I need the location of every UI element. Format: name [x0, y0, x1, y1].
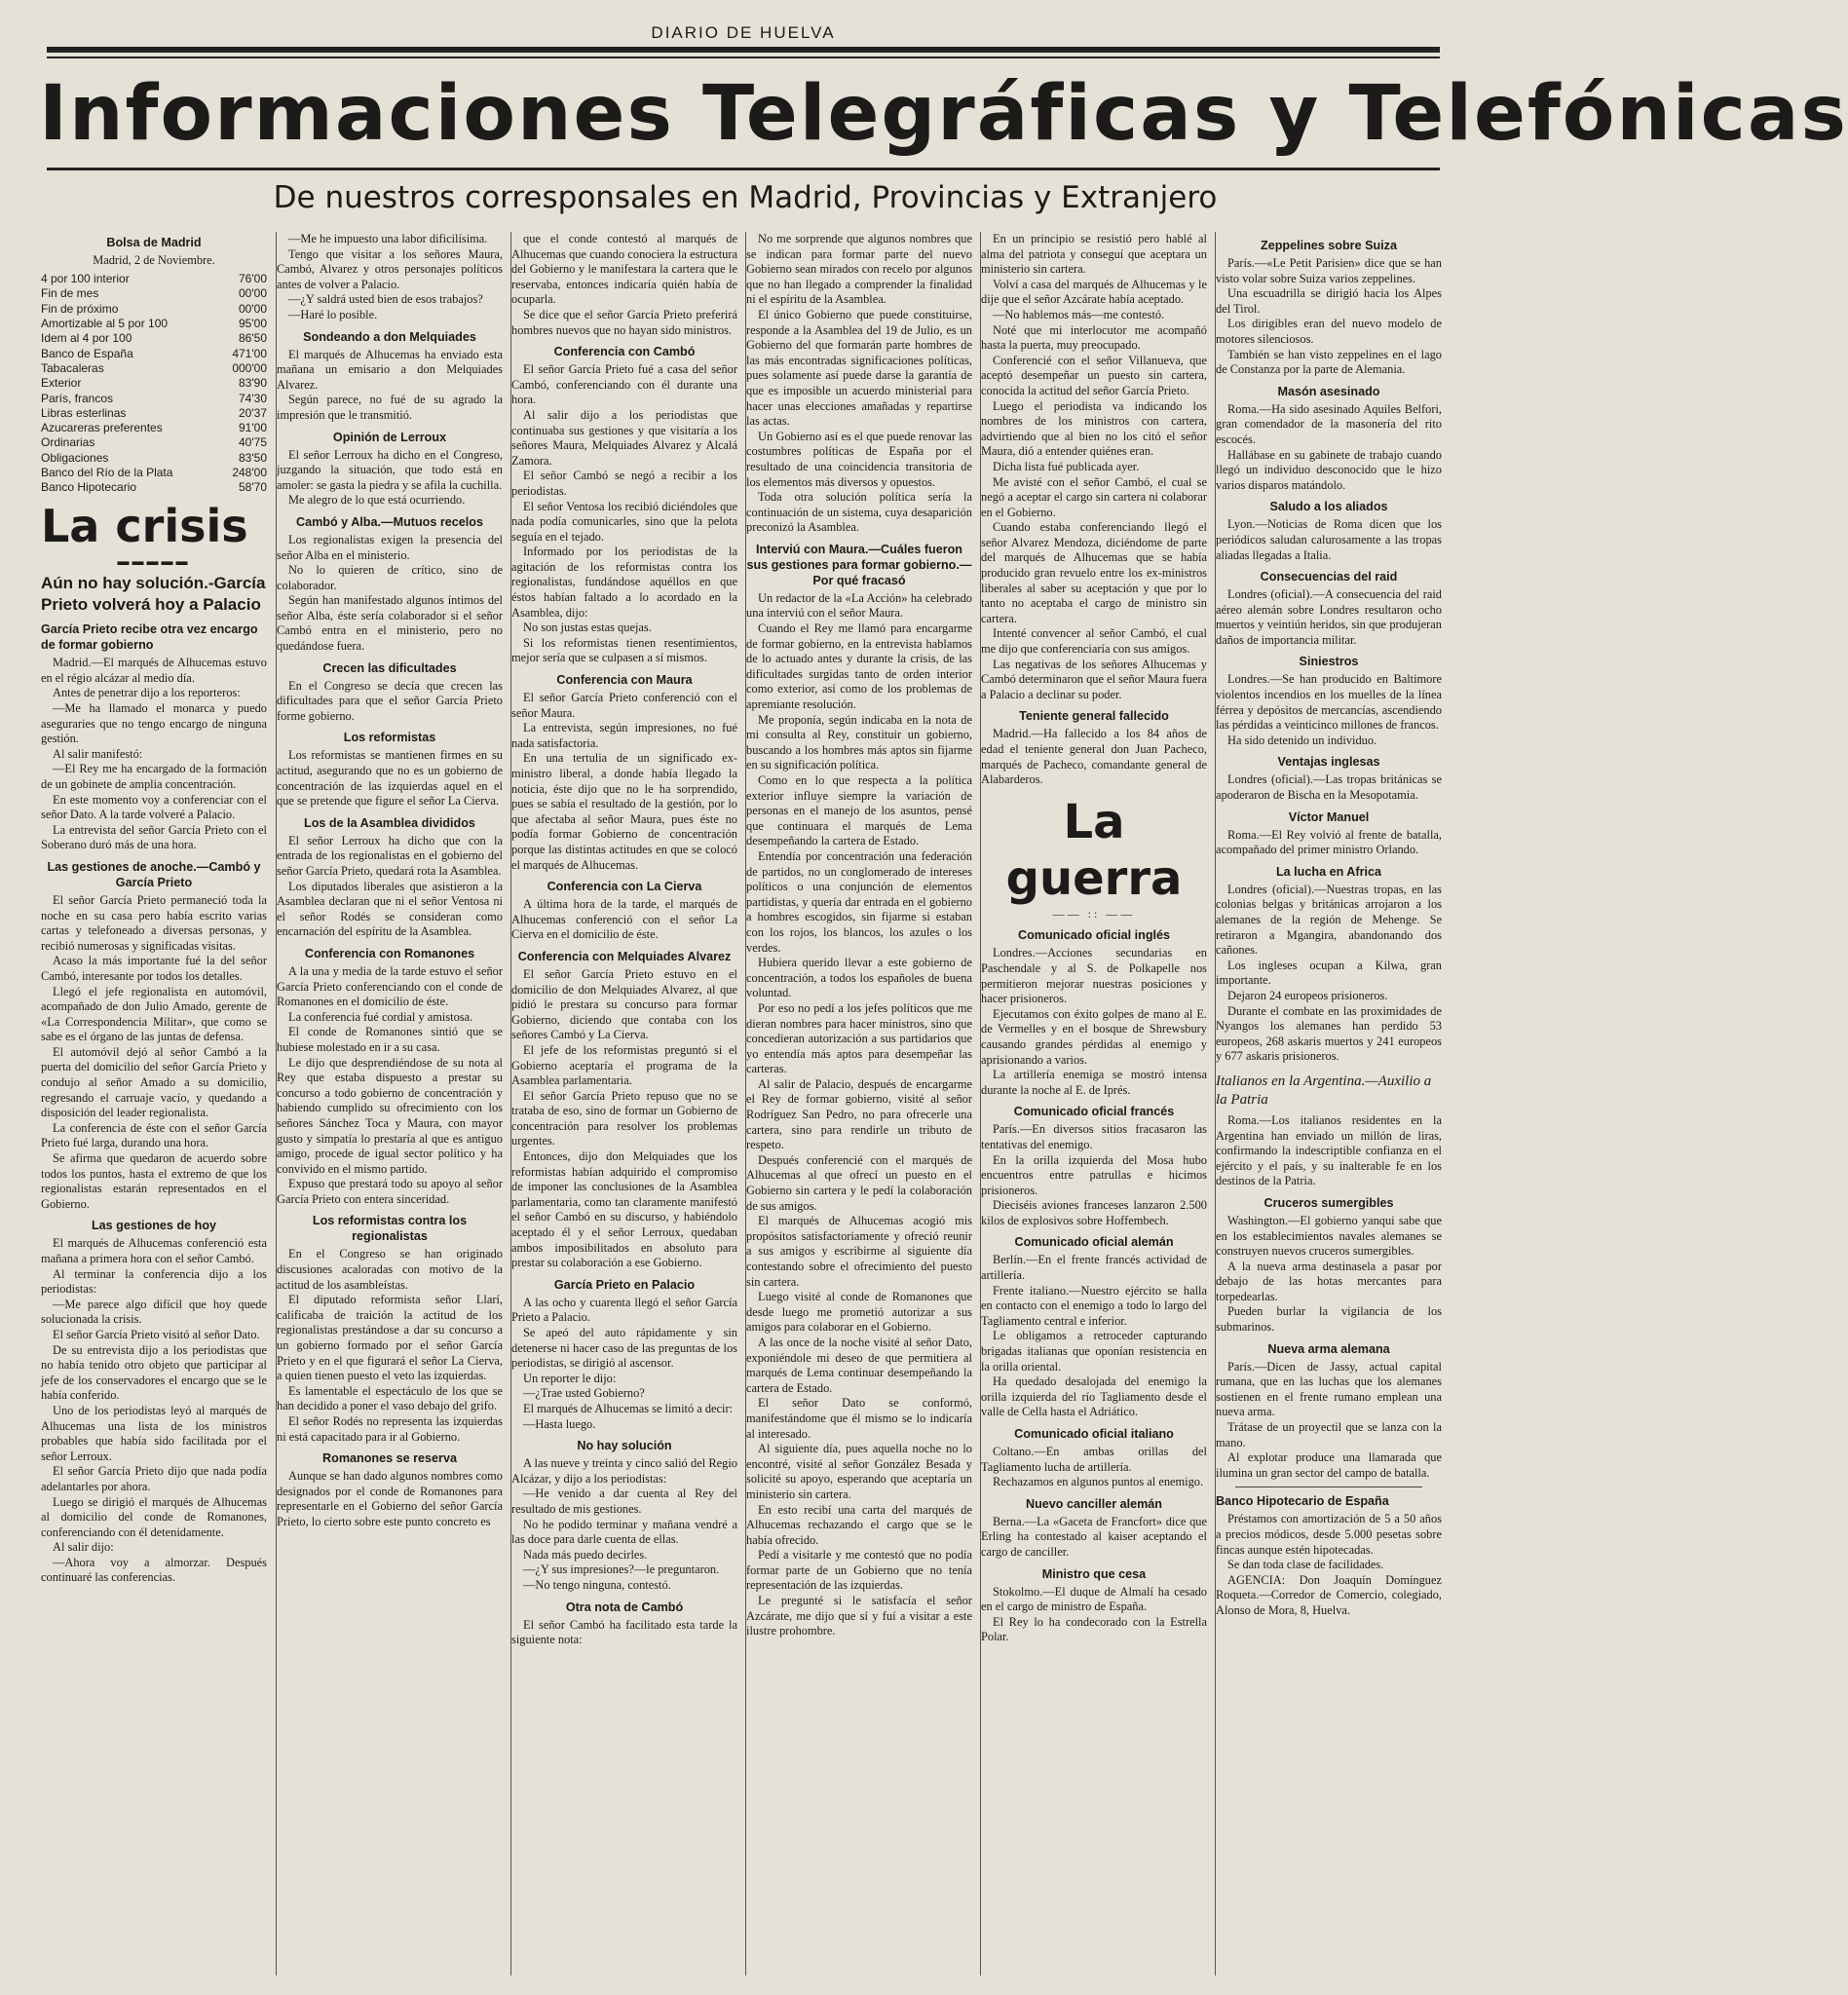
bolsa-label: Fin de mes	[41, 286, 99, 301]
section-heading: García Prieto recibe otra vez encargo de formar gobierno	[41, 622, 258, 653]
section-heading: Comunicado oficial italiano	[1014, 1427, 1174, 1441]
paragraph: El señor García Prieto estuvo en el domicilio de don Melquiades Alvarez, al que pidió le prestara su concurso para formar Gobierno, diciendo que contaba con los señores Cambó y La Cierva.	[511, 966, 737, 1042]
paragraph: El señor Cambó ha facilitado esta tarde la siguiente nota:	[511, 1617, 737, 1647]
paragraph: Le pregunté si le satisfacía el señor Azcárate, me dijo que sí y fuí a visitar a este ilustre prohombre.	[746, 1594, 972, 1638]
paragraph: En el Congreso se han originado discusiones acaloradas con motivo de la actitud de los asambleístas.	[277, 1247, 503, 1292]
paragraph: No he podido terminar y mañana vendré a las doce para darle cuenta de ellas.	[511, 1517, 737, 1547]
paragraph: A las nueve y treinta y cinco salió del Regio Alcázar, y dijo a los periodistas:	[511, 1456, 737, 1486]
paragraph: La artillería enemiga se mostró intensa durante la noche al E. de Iprés.	[981, 1068, 1207, 1097]
paragraph: A las ocho y cuarenta llegó el señor García Prieto a Palacio.	[511, 1295, 737, 1325]
crisis-subtitle: Aún no hay solución.-García Prieto volverá hoy a Palacio	[41, 574, 266, 615]
bolsa-row	[41, 286, 267, 301]
section-heading: Comunicado oficial francés	[1013, 1105, 1175, 1119]
paragraph: Al terminar la conferencia dijo a los periodistas:	[41, 1266, 267, 1297]
paragraph: Nada más puedo decirles.	[523, 1547, 648, 1562]
paragraph: La entrevista, según impresiones, no fué nada satisfactoria.	[511, 721, 737, 750]
paragraph: Se dice que el señor García Prieto preferirá hombres nuevos que no hayan sido ministros.	[511, 307, 737, 337]
paragraph: Roma.—Los italianos residentes en la Argentina han enviado un millón de liras, confirmando la indescriptible confianza en el ejército y el país, y su inalterable fe en los destinos de la Patria.	[1216, 1112, 1442, 1188]
paragraph: Se afirma que quedaron de acuerdo sobre todos los puntos, hasta el extremo de que los regionalistas estarán representados en el Gobierno.	[41, 1151, 267, 1211]
section-heading: Ministro que cesa	[1041, 1566, 1147, 1581]
paragraph: El señor Rodés no representa las izquierdas ni está capacitado para ir al Gobierno.	[277, 1414, 503, 1444]
paragraph: Coltano.—En ambas orillas del Tagliamento lucha de artillería.	[981, 1445, 1207, 1474]
bolsa-row	[41, 421, 267, 435]
paragraph: París.—En diversos sitios fracasaron las tentativas del enemigo.	[981, 1122, 1207, 1151]
section-heading: Los reformistas contra los regionalistas	[312, 1214, 468, 1244]
paragraph: Londres (oficial).—A consecuencia del raid aéreo alemán sobre Londres resultaron ocho muertos y veintiún heridos, sin que produjeran daños de importancia militar.	[1216, 587, 1442, 647]
bolsa-date: Madrid, 2 de Noviembre.	[93, 252, 215, 267]
section-heading: Opinión de Lerroux	[332, 430, 447, 444]
section-heading: Los reformistas	[343, 731, 436, 745]
paragraph: El marqués de Alhucemas acogió mis propósitos satisfactoriamente y ofreció reunir a sus amigos y escribirme al siguiente día contestando sobre el ofrecimiento del puesto sin cartera.	[746, 1214, 972, 1289]
paragraph: París.—Dicen de Jassy, actual capital rumana, que en las luchas que los alemanes sostienen en el frente rumano emplean una nueva arma.	[1216, 1359, 1442, 1419]
paragraph: —No tengo ninguna, contestó.	[523, 1577, 671, 1592]
masthead: DIARIO DE HUELVA	[651, 23, 836, 42]
paragraph: Dejaron 24 europeos prisioneros.	[1227, 988, 1388, 1002]
section-heading: Banco Hipotecario de España	[1216, 1494, 1389, 1509]
bolsa-row	[41, 406, 267, 421]
bolsa-value: 86'50	[239, 331, 267, 346]
section-heading: Conferencia con La Cierva	[547, 880, 702, 894]
paragraph: Se dan toda clase de facilidades.	[1227, 1558, 1384, 1572]
paragraph: Londres (oficial).—Las tropas británicas se apoderaron de Bischa en la Mesopotamia.	[1216, 772, 1442, 803]
column-3	[510, 232, 737, 1976]
section-heading: Conferencia con Melquiades Alvarez	[517, 949, 732, 963]
bolsa-value: 00'00	[239, 301, 267, 316]
paragraph: Ha sido detenido un individuo.	[1227, 733, 1377, 747]
section-heading: Cruceros sumergibles	[1263, 1195, 1394, 1210]
section-heading: Teniente general fallecido	[1019, 709, 1169, 724]
bolsa-value: 95'00	[239, 317, 267, 331]
headline-rule	[47, 168, 1440, 170]
section-heading: Zeppelines sobre Suiza	[1261, 239, 1397, 252]
top-rule	[47, 47, 1440, 53]
section-heading: Nueva arma alemana	[1267, 1341, 1390, 1356]
paragraph: Un reporter le dijo:	[523, 1371, 617, 1385]
paragraph: No lo quieren de crítico, sino de colaborador.	[277, 563, 503, 592]
paragraph: A la una y media de la tarde estuvo el señor García Prieto conferenciando con el conde de Romanones en el domicilio de éste.	[277, 963, 503, 1009]
column-6	[1215, 232, 1442, 1976]
paragraph: El marqués de Alhucemas ha enviado esta mañana un emisario a don Melquiades Alvarez.	[277, 347, 503, 392]
paragraph: Al salir dijo:	[53, 1540, 114, 1555]
bolsa-label: Banco Hipotecario	[41, 480, 137, 495]
paragraph: Llegó el jefe regionalista en automóvil, acompañado de don Julio Amado, gerente de «La Correspondencia Militar», que como se sabe es el órgano de las juntas de defensa.	[41, 984, 267, 1044]
paragraph: Al salir de Palacio, después de encargarme el Rey de formar gobierno, visité al señor Rodríguez San Pedro, no para ofrecerle una cartera, sino para rendirle un tributo de respeto.	[746, 1076, 972, 1152]
paragraph: Londres.—Acciones secundarias en Paschendale y al S. de Polkapelle nos permitieron mejorar nuestras posiciones y hacer prisioneros.	[981, 946, 1207, 1006]
paragraph: El señor Lerroux ha dicho en el Congreso, juzgando la situación, que todo está en amoler: se gasta la piedra y se afila la cuchilla.	[277, 447, 503, 492]
paragraph: Luego el periodista va indicando los nombres de los ministros con cartera, advirtiendo que al bien no los citó el señor Maura, dió a entender quiénes eran.	[981, 398, 1207, 459]
section-heading: García Prieto en Palacio	[553, 1277, 696, 1292]
section-heading: Cambó y Alba.—Mutuos recelos	[296, 514, 483, 529]
section-heading: Las gestiones de hoy	[91, 1219, 217, 1233]
bolsa-value: 00'00	[239, 286, 267, 301]
section-heading: No hay solución	[577, 1439, 672, 1453]
section-heading: Nuevo canciller alemán	[1026, 1496, 1162, 1511]
paragraph: El jefe de los reformistas preguntó si el Gobierno aceptaría el programa de la Asamblea parlamentaria.	[511, 1042, 737, 1088]
bolsa-value: 91'00	[239, 421, 267, 435]
paragraph: El señor Dato se conformó, manifestándome que él mismo se lo indicaría al interesado.	[746, 1396, 972, 1441]
paragraph: Pueden burlar la vigilancia de los submarinos.	[1216, 1304, 1442, 1335]
paragraph: Me proponía, según indicaba en la nota de mi consulta al Rey, constituir un gobierno, buscando a los hombres más aptos sin fijarme en su significación política.	[746, 712, 972, 772]
paragraph: En el Congreso se decía que crecen las dificultades para que el señor García Prieto forme gobierno.	[277, 678, 503, 723]
bolsa-value: 248'00	[232, 466, 267, 480]
bolsa-table	[41, 272, 267, 495]
paragraph: Los ingleses ocupan a Kilwa, gran importante.	[1216, 958, 1442, 988]
paragraph: Los dirigibles eran del nuevo modelo de motores silenciosos.	[1216, 317, 1442, 346]
page-subheadline: De nuestros corresponsales en Madrid, Provincias y Extranjero	[273, 180, 1218, 215]
paragraph: —El Rey me ha encargado de la formación de un gobinete de amplia concentración.	[41, 762, 267, 791]
section-heading: La lucha en Africa	[1275, 864, 1381, 879]
section-heading: Otra nota de Cambó	[565, 1600, 684, 1614]
separator: ▬▬▬▬▬	[117, 553, 191, 568]
paragraph: —Haré lo posible.	[288, 307, 378, 321]
section-heading: Siniestros	[1299, 655, 1359, 669]
paragraph: El señor García Prieto permaneció toda la noche en su casa pero había escrito varias cartas y telefoneado a diversas personas, y recibió numerosas y significadas visitas.	[41, 892, 267, 953]
paragraph: La entrevista del señor García Prieto con el Soberano duró más de una hora.	[41, 822, 267, 852]
paragraph: La conferencia fué cordial y amistosa.	[288, 1009, 473, 1024]
paragraph: Le dijo que desprendiéndose de su nota al Rey que estaba dispuesto a prestar su concurso a todo gobierno de concentración y habiendo cumplido su ofrecimiento con los señores Sánchez Toca y Maura, con mayor gusto y simpatía lo prestaría al que es antiguo amigo, procede de igual sector político y ha convivido en el mismo partido.	[277, 1055, 503, 1176]
bolsa-value: 471'00	[232, 346, 267, 360]
paragraph: —No hablemos más—me contestó.	[993, 307, 1165, 321]
paragraph: A las once de la noche visité al señor Dato, exponiéndole mi deseo de que permitiera al marqués de Lema continuar desempeñando la cartera de Estado.	[746, 1335, 972, 1395]
paragraph: Intenté convencer al señor Cambó, el cual me dijo que conferenciaría con sus amigos.	[981, 626, 1207, 657]
paragraph: En esto recibí una carta del marqués de Alhucemas rechazando el cargo que se le había ofrecido.	[746, 1502, 972, 1547]
bolsa-row	[41, 361, 267, 376]
bolsa-label: Tabacaleras	[41, 360, 104, 375]
bolsa-row	[41, 376, 267, 391]
paragraph: Préstamos con amortización de 5 a 50 años a precios módicos, desde 5.000 pesetas sobre fincas aunque estén hipotecadas.	[1216, 1512, 1442, 1557]
paragraph: A última hora de la tarde, el marqués de Alhucemas conferenció con el señor La Cierva en el domicilio de éste.	[511, 897, 737, 942]
paragraph: Dieciséis aviones franceses lanzaron 2.500 kilos de explosivos sobre Hoffembech.	[981, 1198, 1207, 1227]
paragraph: Expuso que prestará todo su apoyo al señor García Prieto con entera sinceridad.	[277, 1177, 503, 1206]
paragraph: AGENCIA: Don Joaquín Domínguez Roqueta.—Corredor de Comercio, colegiado, Alonso de Mora, 8, Huelva.	[1216, 1572, 1442, 1617]
paragraph: Washington.—El gobierno yanqui sabe que en los establecimientos navales alemanes se construyen nuevos cruceros sumergibles.	[1216, 1213, 1442, 1259]
section-heading: Consecuencias del raid	[1260, 570, 1398, 584]
paragraph: Dicha lista fué publicada ayer.	[993, 459, 1140, 473]
paragraph: En un principio se resistió pero hablé al alma del patriota y conseguí que aceptara un ministerio sin cartera.	[981, 232, 1207, 277]
paragraph: Luego se dirigió el marqués de Alhucemas al domicilio del conde de Romanones, conferenciando con él detenidamente.	[41, 1494, 267, 1539]
bolsa-row	[41, 451, 267, 466]
section-heading: Sondeando a don Melquiades	[303, 329, 476, 344]
paragraph: Roma.—El Rey volvió al frente de batalla, acompañado del primer ministro Orlando.	[1216, 827, 1442, 857]
section-heading: Romanones se reserva	[322, 1451, 457, 1466]
column-2	[276, 232, 503, 1976]
paragraph: En la orilla izquierda del Mosa hubo encuentros entre patrullas e hicimos prisioneros.	[981, 1152, 1207, 1197]
paragraph: —Me parece algo difícil que hoy quede solucionada la crisis.	[41, 1297, 267, 1327]
bolsa-label: Amortizable al 5 por 100	[41, 317, 169, 331]
paragraph: Aunque se han dado algunos nombres como designados por el conde de Romanones para representarle en el Gobierno del señor García Prieto, lo cierto sobre este punto concreto es	[277, 1469, 503, 1528]
column-1	[41, 232, 267, 1976]
paragraph: Los reformistas se mantienen firmes en su actitud, asegurando que no es un gobierno de concentración de las izquierdas aquel en el que se pretende que figure el señor La Cierva.	[277, 748, 503, 809]
paragraph: El señor García Prieto repuso que no se trataba de eso, sino de formar un Gobierno de concentración para resolver los problemas urgentes.	[511, 1088, 737, 1148]
paragraph: Noté que mi interlocutor me acompañó hasta la puerta, muy preocupado.	[981, 322, 1207, 353]
section-heading: Comunicado oficial inglés	[1017, 928, 1171, 943]
paragraph: Los regionalistas exigen la presencia del señor Alba en el ministerio.	[277, 532, 503, 562]
bolsa-row	[41, 392, 267, 406]
bolsa-label: Fin de próximo	[41, 301, 119, 316]
paragraph: A la nueva arma destinasela a pasar por debajo de las hotas mercantes para torpedearlas.	[1216, 1259, 1442, 1303]
paragraph: Cuando estaba conferenciando llegó el señor Alvarez Mendoza, diciéndome de parte del marqués de Alhucemas que se había producido gran revuelo entre los ex-ministros liberales al saber su aceptación y que por lo tanto no aceptaba el cargo de ministro sin cartera.	[981, 520, 1207, 625]
paragraph: También se han visto zeppelines en el lago de Constanza por la parte de Alemania.	[1216, 347, 1442, 377]
section-heading: Ventajas inglesas	[1277, 755, 1380, 770]
section-heading: Saludo a los aliados	[1269, 500, 1388, 514]
paragraph: Entendía por concentración una federación de partidos, no un conglomerado de intereses políticos o una conjunción de elementos partidistas, y quería dar entrada en el gobierno a hombres escogidos, sin fijarme si estaban con los rojos, los blancos, los azules o los verdes.	[746, 848, 972, 955]
paragraph: Es lamentable el espectáculo de los que se han decidido a poner el vaso debajo del grifo.	[277, 1383, 503, 1413]
paragraph: Berlín.—En el frente francés actividad de artillería.	[981, 1253, 1207, 1283]
paragraph: Al siguiente día, pues aquella noche no lo encontré, visité al señor González Besada y solicité su apoyo, esperando que aceptaría un ministerio sin cartera.	[746, 1442, 972, 1501]
paragraph: Luego visité al conde de Romanones que desde luego me prometió autorizar a sus amigos para colaborar en el Gobierno.	[746, 1290, 972, 1335]
bolsa-label: Idem al 4 por 100	[41, 331, 132, 346]
bolsa-label: 4 por 100 interior	[41, 272, 130, 286]
paragraph: No son justas estas quejas.	[523, 621, 652, 635]
paragraph: Pedí a visitarle y me contestó que no podía formar parte de un Gobierno que no tenía representación de las izquierdas.	[746, 1548, 972, 1593]
section-heading: Las gestiones de anoche.—Cambó y García Prieto	[47, 859, 261, 889]
paragraph: El señor García Prieto visitó al señor Dato.	[53, 1327, 260, 1341]
paragraph: El señor Lerroux ha dicho que con la entrada de los regionalistas en el gobierno del señor García Prieto, quedará rota la Asamblea.	[277, 833, 503, 878]
bolsa-row	[41, 347, 267, 361]
paragraph: Uno de los periodistas leyó al marqués de Alhucemas una lista de los ministros probables que había sido facilitada por el señor Lerroux.	[41, 1403, 267, 1463]
paragraph: Ejecutamos con éxito golpes de mano al E. de Vermelles y en el bosque de Shrewsbury causando grandes pérdidas al enemigo y aprisionando a varios.	[981, 1006, 1207, 1067]
bolsa-value: 20'37	[239, 405, 267, 420]
paragraph: El diputado reformista señor Llarí, calificaba de traición la actitud de los regionalistas prestándose a dar su concurso a un gobierno formado por el señor García Prieto y en el que figurará el señor La Cierva, a quien tienen puesto el veto las izquierdas.	[277, 1293, 503, 1383]
paragraph: Un redactor de la «La Acción» ha celebrado una interviú con el señor Maura.	[746, 590, 972, 621]
paragraph: El marqués de Alhucemas se limitó a decir:	[523, 1401, 734, 1415]
paragraph: La conferencia de éste con el señor García Prieto fué larga, durando una hora.	[41, 1120, 267, 1150]
bolsa-label: Azucareras preferentes	[41, 421, 163, 435]
paragraph: Antes de penetrar dijo a los reporteros:	[53, 686, 241, 700]
paragraph: Cuando el Rey me llamó para encargarme de formar gobierno, en la entrevista hablamos de lo actuado antes y durante la crisis, de las dificultades surgidas tanto de orden interior como exterior, así como de los problemas de apremiante resolución.	[746, 621, 972, 712]
bolsa-row	[41, 317, 267, 331]
paragraph: Informado por los periodistas de la agitación de los reformistas contra los regionalistas, fundándose aquéllos en que éstos habían faltado a lo acordado en la Asamblea, dijo:	[511, 545, 737, 620]
paragraph: Me avisté con el señor Cambó, el cual se negó a aceptar el cargo sin cartera ni colaborar en el Gobierno.	[981, 474, 1207, 519]
paragraph: —¿Y sus impresiones?—le preguntaron.	[523, 1562, 720, 1577]
paragraph: El conde de Romanones sintió que se hubiese molestado en ir a su casa.	[277, 1025, 503, 1054]
paragraph: —Ahora voy a almorzar. Después continuaré las conferencias.	[41, 1555, 267, 1585]
crisis-title: La crisis	[41, 499, 248, 552]
paragraph: Hubiera querido llevar a este gobierno de concentración, a todos los españoles de buena voluntad.	[746, 956, 972, 1000]
section-heading: Italianos en la Argentina.—Auxilio a la Patria	[1216, 1073, 1432, 1108]
paragraph: Madrid.—El marqués de Alhucemas estuvo en el régio alcázar al medio día.	[41, 656, 267, 685]
paragraph: El Rey lo ha condecorado con la Estrella Polar.	[981, 1614, 1207, 1644]
paragraph: Volví a casa del marqués de Alhucemas y le dije que el señor Azcárate había aceptado.	[981, 277, 1207, 307]
paragraph: —Me ha llamado el monarca y puedo aseguraries que no tengo encargo de ninguna gestión.	[41, 701, 267, 746]
paragraph: El señor García Prieto conferenció con el señor Maura.	[511, 691, 737, 720]
bolsa-value: 74'30	[239, 391, 267, 405]
paragraph: Stokolmo.—El duque de Almalí ha cesado en el cargo de ministro de España.	[981, 1584, 1207, 1614]
paragraph: que el conde contestó al marqués de Alhucemas que cuando conociera la estructura del Gobierno y le manifestara la cartera que le reservaba, entonces indicaría quién había de ocuparla.	[511, 232, 737, 307]
paragraph: Por eso no pedí a los jefes políticos que me dieran nombres para hacer ministros, sino que concedieran autorización a sus partidarios que yo entendía más aptos para desempeñar las carteras.	[746, 1000, 972, 1076]
section-heading: Masón asesinado	[1277, 384, 1380, 398]
section-heading: Los de la Asamblea divididos	[304, 815, 475, 830]
paragraph: Al salir dijo a los periodistas que continuaba sus gestiones y que visitaría a los señores Maura, Melquiades Alvarez y Alcalá Zamora.	[511, 407, 737, 468]
bolsa-row	[41, 331, 267, 346]
paragraph: Madrid.—Ha fallecido a los 84 años de edad el teniente general don Juan Pacheco, marqués de Pacheco, comandante general de Alabarderos.	[981, 727, 1207, 787]
columns	[41, 232, 1444, 1976]
paragraph: Rechazamos en algunos puntos al enemigo.	[993, 1475, 1204, 1489]
section-heading: Víctor Manuel	[1288, 809, 1370, 824]
paragraph: Al explotar produce una llamarada que ilumina un gran sector del campo de batalla.	[1216, 1450, 1442, 1480]
bolsa-label: Libras esterlinas	[41, 405, 127, 420]
paragraph: Una escuadrilla se dirigió hacia los Alpes del Tirol.	[1216, 286, 1442, 316]
paragraph: Entonces, dijo don Melquiades que los reformistas habían adquirido el compromiso de imponer las conclusiones de la Asamblea parlamentaria, como tan claramente manifestó el señor Cambó en su discurso, y habiéndolo aceptado él y el señor Lerroux, quedaban ambos imposibilitados en absoluto para prestar su colaboración a ese Gobierno.	[511, 1149, 737, 1270]
paragraph: El señor García Prieto dijo que nada podía adelantarles por ahora.	[41, 1464, 267, 1493]
paragraph: Conferencié con el señor Villanueva, que aceptó desempeñar un puesto sin cartera, conocida la actitud del señor García Prieto.	[981, 353, 1207, 397]
bolsa-value: 76'00	[239, 272, 267, 286]
paragraph: En este momento voy a conferenciar con el señor Dato. A la tarde volveré a Palacio.	[41, 792, 267, 822]
paragraph: Un Gobierno así es el que puede renovar las costumbres políticas de España por el resultado de una coincidencia transitoria de los elementos más diversos y opuestos.	[746, 429, 972, 489]
bolsa-row	[41, 272, 267, 286]
paragraph: Según han manifestado algunos íntimos del señor Alba, éste sería colaborador si el señor Cambó entra en el ministerio, pero no quedándose fuera.	[277, 593, 503, 654]
paragraph: —Me he impuesto una labor dificilísima.	[288, 232, 488, 245]
page-headline: Informaciones Telegráficas y Telefónicas	[39, 70, 1848, 158]
bolsa-value: 000'00	[232, 360, 267, 375]
section-heading: Crecen las dificultades	[322, 660, 457, 675]
paragraph: En una tertulia de un significado ex-ministro liberal, a donde había llegado la noticia, éste dijo que no le ha sorprendido, pues se sabía el resultado de la gestión, por lo que afectaba al señor Maura, pues éste no podía formar Gobierno de concentración porque las distintas actitudes en que se colocó el marqués de Alhucemas.	[511, 751, 737, 872]
paragraph: Se apeó del auto rápidamente y sin detenerse ni hacer caso de las preguntas de los periodistas, se dirigió al ascensor.	[511, 1326, 737, 1371]
section-heading: Comunicado oficial alemán	[1014, 1235, 1174, 1250]
paragraph: El automóvil dejó al señor Cambó a la puerta del domicilio del señor García Prieto y condujo al señor Amado a su domicilio, regresando el carruaje vacío, y quedando a disposición del leader regionalista.	[41, 1044, 267, 1120]
bolsa-label: Ordinarias	[41, 435, 95, 450]
paragraph: —¿Trae usted Gobierno?	[523, 1386, 645, 1401]
paragraph: El único Gobierno que puede constituirse, responde a la Asamblea del 19 de Julio, es un Gobierno del que formarán parte hombres de las más encontradas significaciones políticas, pues solamente así puede darse la garantía de que es imposible un acuerdo ministerial para hacer unas elecciones amañadas y repartirse las actas.	[746, 307, 972, 429]
bolsa-value: 83'50	[239, 450, 267, 465]
paragraph: Frente italiano.—Nuestro ejército se halla en contacto con el enemigo a todo lo largo del Tagliamento central e inferior.	[981, 1283, 1207, 1328]
bolsa-label: Exterior	[41, 376, 82, 391]
paragraph: Durante el combate en las proximidades de Nyangos los alemanes han perdido 53 europeos, 268 askaris muertos y 241 europeos y 677 askaris prisioneros.	[1216, 1003, 1442, 1064]
paragraph: Como en lo que respecta a la política exterior influye siempre la variación de personas en el manejo de los asuntos, pensé que continuara el marqués de Lema desempeñando la cartera de Estado.	[746, 773, 972, 848]
column-5	[980, 232, 1207, 1976]
column-4	[745, 232, 972, 1976]
paragraph: El señor Ventosa los recibió diciéndoles que nada podía comunicarles, sino que la pelota seguía en el tejado.	[511, 499, 737, 544]
paragraph: Después conferencié con el marqués de Alhucemas al que ofrecí un puesto en el Gobierno sin cartera y le pedí la colaboración de sus amigos.	[746, 1152, 972, 1213]
paragraph: Le obligamos a retroceder capturando brigadas italianas que oponían resistencia en la orilla oriental.	[981, 1329, 1207, 1374]
bolsa-value: 40'75	[239, 435, 267, 450]
paragraph: Hallábase en su gabinete de trabajo cuando llegó un individuo desconocido que le hizo varios disparos matándolo.	[1216, 447, 1442, 492]
bolsa-label: Banco de España	[41, 346, 133, 360]
paragraph: Me alegro de lo que está ocurriendo.	[288, 493, 466, 508]
paragraph: De su entrevista dijo a los periodistas que no había tenido otro objeto que participar al jefe de los conservadores el encargo que se le había conferido.	[41, 1342, 267, 1403]
war-title: La guerra	[1005, 794, 1183, 906]
paragraph: El señor García Prieto fué a casa del señor Cambó, conferenciando con él durante una hora.	[511, 362, 737, 407]
bolsa-row	[41, 435, 267, 450]
separator: —— :: ——	[1052, 906, 1136, 921]
paragraph: Ha quedado desalojada del enemigo la orilla izquierda del río Tagliamento desde el valle de Cella hasta el Adriático.	[981, 1374, 1207, 1419]
paragraph: Según parece, no fué de su agrado la impresión que le transmitió.	[277, 393, 503, 422]
section-heading: Conferencia con Romanones	[304, 946, 475, 960]
paragraph: Trátase de un proyectil que se lanza con la mano.	[1216, 1420, 1442, 1449]
paragraph: Al salir manifestó:	[53, 746, 143, 761]
paragraph: No me sorprende que algunos nombres que se indican para formar parte del nuevo Gobierno sean mirados con recelo por algunos que no han llegado a comprender la finalidad ni el espíritu de la Asamblea.	[746, 232, 972, 307]
section-heading: Conferencia con Maura	[556, 673, 693, 688]
bolsa-label: Obligaciones	[41, 450, 109, 465]
paragraph: Acaso la más importante fué la del señor Cambó, interesante por todos los detalles.	[41, 954, 267, 983]
paragraph: París.—«Le Petit Parisien» dice que se han visto volar sobre Suiza varios zeppelines.	[1216, 256, 1442, 285]
bolsa-row	[41, 480, 267, 495]
paragraph: El señor Cambó se negó a recibir a los periodistas.	[511, 469, 737, 498]
paragraph: Londres (oficial).—Nuestras tropas, en las colonias belgas y británicas arrojaron a los alemanes de la región de Mehenge. Se retiraron a Mgangira, abandonando dos cañones.	[1216, 882, 1442, 958]
paragraph: Londres.—Se han producido en Baltimore violentos incendios en los muelles de la línea férrea y depósitos de mercancías, ascendiendo las pérdidas a veinticinco millones de francos.	[1216, 672, 1442, 733]
paragraph: Tengo que visitar a los señores Maura, Cambó, Alvarez y otros personajes políticos antes de volver a Palacio.	[277, 246, 503, 291]
top-rule-thin	[47, 56, 1440, 58]
paragraph: —He venido a dar cuenta al Rey del resultado de mis gestiones.	[511, 1487, 737, 1516]
paragraph: Berna.—La «Gaceta de Francfort» dice que Erling ha contestado al kaiser aceptando el cargo de canciller.	[981, 1514, 1207, 1559]
paragraph: —Hasta luego.	[523, 1416, 596, 1431]
paragraph: Lyon.—Noticias de Roma dicen que los periódicos saludan calurosamente a las tropas aliadas llegadas a Italia.	[1216, 517, 1442, 562]
bolsa-value: 83'90	[239, 376, 267, 391]
bolsa-value: 58'70	[239, 480, 267, 495]
section-heading: Interviú con Maura.—Cuáles fueron sus gestiones para formar gobierno.—Por qué fracasó	[746, 542, 972, 587]
section-heading: Conferencia con Cambó	[553, 345, 696, 359]
paragraph: Roma.—Ha sido asesinado Aquiles Belfori, gran comendador de la masonería del rito escocés.	[1216, 401, 1442, 446]
paragraph: Si los reformistas tienen resentimientos, mejor sería que se culpasen a sí mismos.	[511, 635, 737, 665]
bolsa-row	[41, 466, 267, 480]
paragraph: —¿Y saldrá usted bien de esos trabajos?	[288, 292, 483, 307]
paragraph: El marqués de Alhucemas conferenció esta mañana a primera hora con el señor Cambó.	[41, 1236, 267, 1266]
paragraph: Toda otra solución política sería la continuación de un sistema, cuya desaparición preconizó la Asamblea.	[746, 490, 972, 535]
paragraph: Los diputados liberales que asistieron a la Asamblea declaran que ni el señor Ventosa ni el señor Rodés se consideran como encarnación del espíritu de la Asamblea.	[277, 879, 503, 939]
bolsa-row	[41, 302, 267, 317]
bolsa-label: Banco del Río de la Plata	[41, 466, 173, 480]
paragraph: Las negativas de los señores Alhucemas y Cambó determinaron que el señor Maura fuera a Palacio a declinar su poder.	[981, 657, 1207, 701]
bolsa-label: París, francos	[41, 391, 114, 405]
bolsa-title: Bolsa de Madrid	[106, 236, 202, 249]
